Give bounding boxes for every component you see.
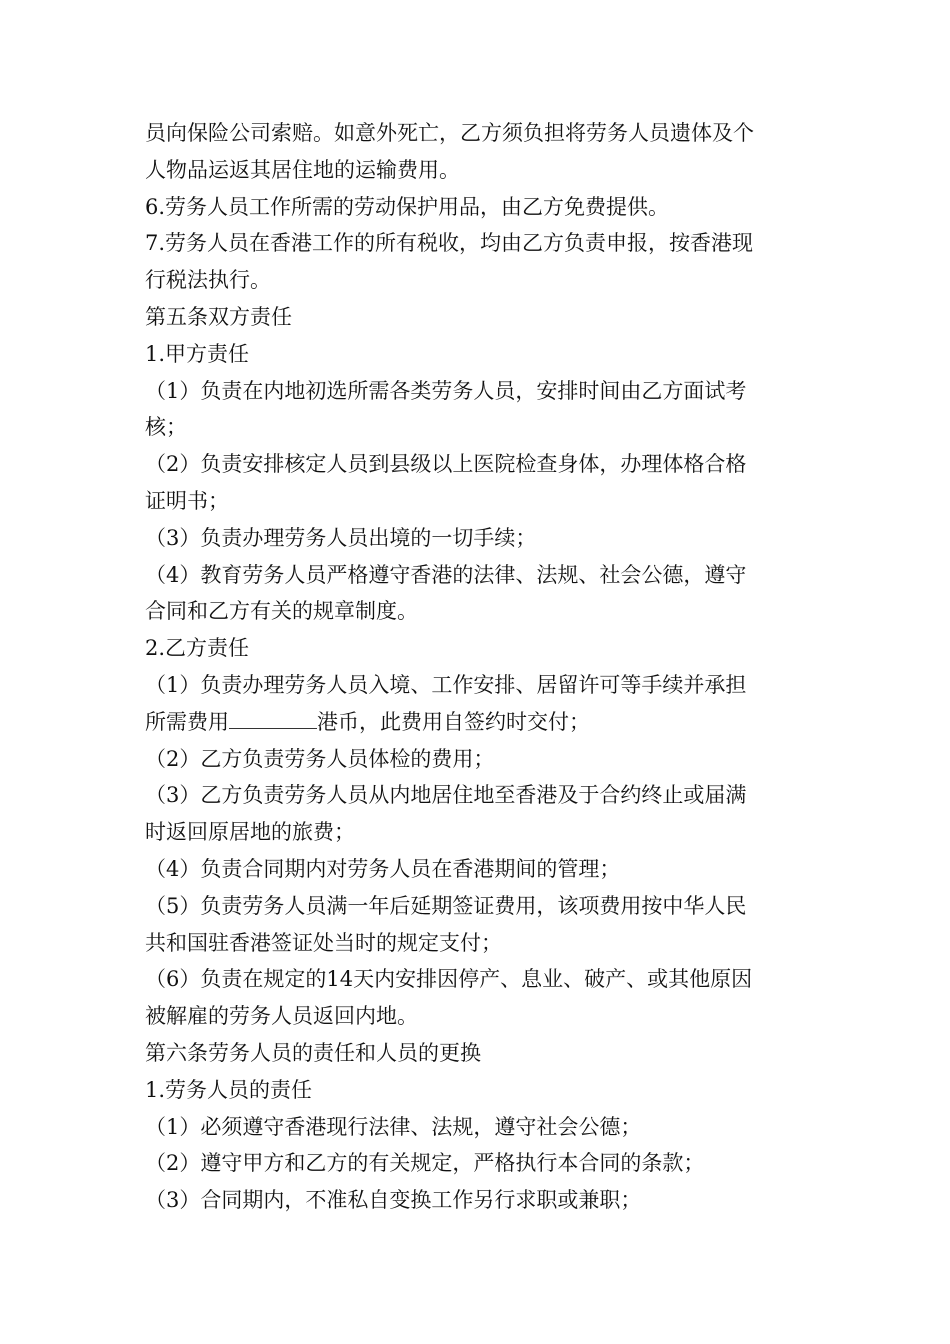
text-line: 行税法执行。	[145, 268, 271, 293]
blank-after-text: 港币，此费用自签约时交付；	[317, 709, 590, 734]
text-line: （1）必须遵守香港现行法律、法规，遵守社会公德；	[145, 1114, 642, 1139]
text-line: （4）负责合同期内对劳务人员在香港期间的管理；	[145, 856, 621, 881]
text-line: 被解雇的劳务人员返回内地。	[145, 1004, 418, 1029]
text-line: 共和国驻香港签证处当时的规定支付；	[145, 930, 502, 955]
text-line: （5）负责劳务人员满一年后延期签证费用，该项费用按中华人民	[145, 893, 747, 918]
document-body	[145, 115, 815, 1219]
text-line: 合同和乙方有关的规章制度。	[145, 599, 418, 624]
text-line: （3）合同期内，不准私自变换工作另行求职或兼职；	[145, 1188, 642, 1213]
text-line: 时返回原居地的旅费；	[145, 820, 355, 845]
text-line: 核；	[145, 415, 187, 440]
text-line: 员向保险公司索赔。如意外死亡，乙方须负担将劳务人员遗体及个	[145, 121, 754, 145]
text-line: （4）教育劳务人员严格遵守香港的法律、法规、社会公德，遵守	[145, 562, 747, 587]
text-line-with-blank	[145, 704, 815, 741]
blank-before-text: 所需费用	[145, 709, 229, 734]
text-line: （2）遵守甲方和乙方的有关规定，严格执行本合同的条款；	[145, 1151, 705, 1176]
text-line: （3）乙方负责劳务人员从内地居住地至香港及于合约终止或届满	[145, 783, 747, 808]
text-line: 7.劳务人员在香港工作的所有税收，均由乙方负责申报，按香港现	[145, 231, 754, 256]
text-line: 6.劳务人员工作所需的劳动保护用品，由乙方免费提供。	[145, 194, 670, 219]
section-heading: 第六条劳务人员的责任和人员的更换	[145, 1040, 481, 1065]
subsection-heading: 1.甲方责任	[145, 341, 250, 366]
subsection-heading: 1.劳务人员的责任	[145, 1077, 313, 1102]
text-line: （6）负责在规定的14天内安排因停产、息业、破产、或其他原因	[145, 967, 753, 992]
section-heading: 第五条双方责任	[145, 304, 292, 329]
text-line: （2）负责安排核定人员到县级以上医院检查身体，办理体格合格	[145, 452, 747, 477]
text-line: （1）负责在内地初选所需各类劳务人员，安排时间由乙方面试考	[145, 378, 747, 403]
text-line: 人物品运返其居住地的运输费用。	[145, 157, 460, 182]
subsection-heading: 2.乙方责任	[145, 636, 250, 661]
text-line: 证明书；	[145, 488, 229, 513]
fill-in-blank[interactable]	[229, 708, 317, 729]
text-line: （2）乙方负责劳务人员体检的费用；	[145, 746, 495, 771]
text-line: （1）负责办理劳务人员入境、工作安排、居留许可等手续并承担	[145, 672, 747, 697]
text-line: （3）负责办理劳务人员出境的一切手续；	[145, 525, 537, 550]
